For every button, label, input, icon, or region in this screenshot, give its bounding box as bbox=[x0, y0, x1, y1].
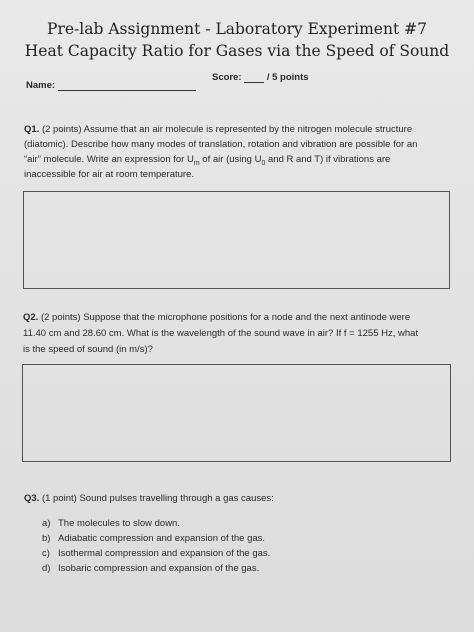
name-row bbox=[26, 80, 196, 91]
option-text: Adiabatic compression and expansion of the gas. bbox=[58, 533, 266, 544]
option-text: Isothermal compression and expansion of the gas. bbox=[58, 548, 271, 559]
q2-text-1: (2 points) Suppose that the microphone positions for a node and the next antinode were bbox=[40, 312, 411, 323]
q1-text-3b: of air (using U bbox=[199, 154, 262, 165]
q3-text: (1 point) Sound pulses travelling through a gas causes: bbox=[41, 493, 274, 504]
q1-sub-0: 0 bbox=[261, 159, 266, 167]
q3-option-c[interactable] bbox=[42, 548, 270, 559]
option-letter: d) bbox=[42, 563, 51, 574]
q1-line-3 bbox=[24, 154, 390, 167]
name-field[interactable] bbox=[58, 80, 196, 91]
q1-text-3a: “air” molecule. Write an expression for U bbox=[24, 154, 194, 165]
q3-option-a[interactable] bbox=[42, 518, 180, 529]
title-line-2: Heat Capacity Ratio for Gases via the Speed of Sound bbox=[24, 42, 450, 60]
q2-answer-box[interactable] bbox=[22, 364, 451, 462]
q1-sub-m: m bbox=[193, 159, 200, 167]
q3-number: Q3. bbox=[24, 493, 40, 504]
score-field[interactable] bbox=[244, 72, 264, 83]
q1-number: Q1. bbox=[24, 124, 40, 135]
q1-line-4: inaccessible for air at room temperature. bbox=[24, 169, 195, 180]
q2-number: Q2. bbox=[23, 312, 39, 323]
q3-option-d[interactable] bbox=[42, 563, 259, 574]
option-letter: b) bbox=[42, 533, 51, 544]
name-label: Name: bbox=[26, 80, 56, 91]
q1-line-2: (diatomic). Describe how many modes of translation, rotation and vibration are possible for an bbox=[24, 139, 418, 150]
q1-text-3c: and R and T) if vibrations are bbox=[265, 154, 391, 165]
option-text: Isobaric compression and expansion of the gas. bbox=[58, 563, 260, 574]
q2-line-1 bbox=[23, 312, 410, 323]
option-letter: c) bbox=[42, 548, 50, 559]
q2-line-2: 11.40 cm and 28.60 cm. What is the wavelength of the sound wave in air? If f = 1255 Hz, what bbox=[23, 328, 419, 339]
option-text: The molecules to slow down. bbox=[58, 518, 180, 529]
q1-line-1 bbox=[24, 124, 412, 135]
q3-line bbox=[24, 493, 274, 504]
q1-answer-box[interactable] bbox=[23, 191, 450, 289]
q3-option-b[interactable] bbox=[42, 533, 265, 544]
option-letter: a) bbox=[42, 518, 51, 529]
score-row bbox=[212, 72, 309, 83]
title-line-1: Pre-lab Assignment - Laboratory Experiment #7 bbox=[47, 20, 427, 38]
score-total: / 5 points bbox=[266, 72, 309, 83]
score-label: Score: bbox=[212, 72, 242, 83]
q1-text-1: (2 points) Assume that an air molecule is represented by the nitrogen molecule structure bbox=[41, 124, 413, 135]
q2-line-3: is the speed of sound (in m/s)? bbox=[23, 344, 153, 355]
